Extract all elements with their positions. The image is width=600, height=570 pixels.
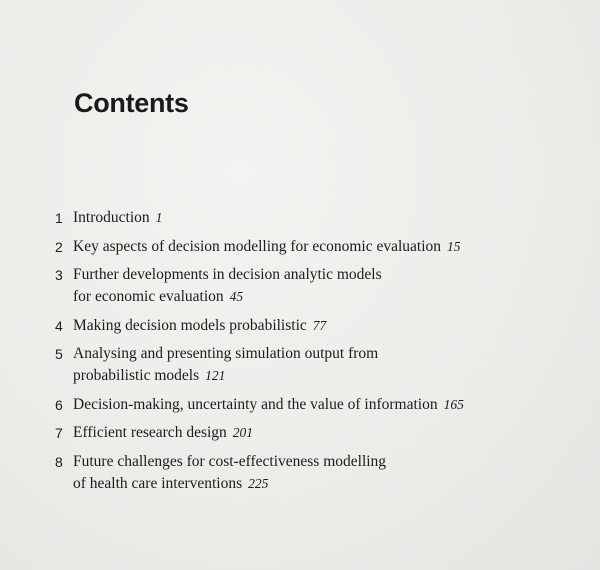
toc-entry <box>55 207 575 229</box>
chapter-number: 8 <box>55 453 63 470</box>
chapter-title-text: of health care interventions <box>73 474 243 492</box>
chapter-title-text: Decision-making, uncertainty and the value of information <box>73 395 438 413</box>
chapter-title-line <box>73 422 575 444</box>
chapter-number: 3 <box>55 267 63 283</box>
chapter-title-text: Key aspects of decision modelling for economic evaluation <box>73 237 442 255</box>
chapter-title-line <box>73 236 575 258</box>
chapter-title-line <box>73 207 575 229</box>
chapter-title-text: Making decision models probabilistic <box>73 316 307 334</box>
chapter-title-line <box>73 473 575 495</box>
page-number: 201 <box>232 425 254 440</box>
toc-entry <box>55 236 575 258</box>
chapter-title-text: probabilistic models <box>73 367 200 384</box>
chapter-title-text: Efficient research design <box>73 424 227 441</box>
chapter-number: 2 <box>55 238 63 255</box>
toc-entry <box>55 422 575 444</box>
page-number: 121 <box>205 368 226 383</box>
page-number: 77 <box>312 317 327 333</box>
page-number: 225 <box>248 475 269 491</box>
page-number: 1 <box>155 210 163 225</box>
table-of-contents <box>55 207 575 501</box>
chapter-title-text: for economic evaluation <box>73 288 224 305</box>
chapter-title-text: Introduction <box>73 209 150 226</box>
page-number: 45 <box>229 289 244 304</box>
page-number: 165 <box>443 396 464 412</box>
chapter-title-line: Further developments in decision analytic models <box>73 266 382 283</box>
chapter-title-line: Analysing and presenting simulation output from <box>73 345 379 362</box>
chapter-title-line <box>73 286 575 308</box>
chapter-number: 1 <box>55 210 63 226</box>
chapter-title-line <box>73 315 575 337</box>
chapter-title-line <box>73 365 575 387</box>
chapter-title-line: Future challenges for cost-effectiveness modelling <box>73 452 387 470</box>
toc-entry <box>55 343 575 387</box>
chapter-number: 5 <box>55 346 63 362</box>
page-number: 15 <box>447 238 461 254</box>
chapter-number: 7 <box>55 425 63 441</box>
toc-entry <box>55 451 575 495</box>
chapter-number: 4 <box>55 317 63 334</box>
contents-heading: Contents <box>74 88 189 118</box>
toc-entry <box>55 264 575 308</box>
chapter-number: 6 <box>55 396 63 413</box>
toc-entry <box>55 315 575 337</box>
chapter-title-line <box>73 394 575 416</box>
toc-entry <box>55 394 575 416</box>
